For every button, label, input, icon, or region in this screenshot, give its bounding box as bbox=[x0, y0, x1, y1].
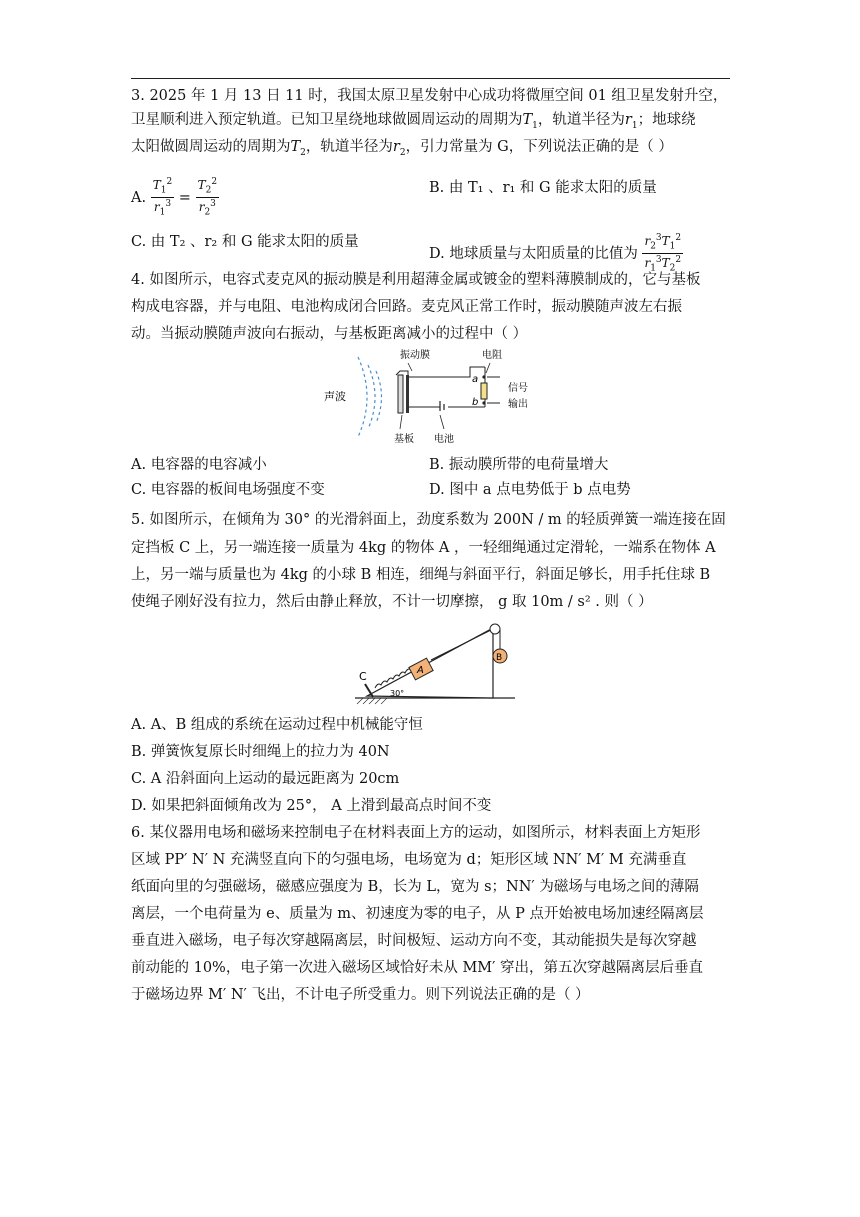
pulley bbox=[490, 624, 500, 634]
label-angle: 30° bbox=[390, 689, 405, 698]
header-rule bbox=[131, 78, 730, 79]
label-sound: 声波 bbox=[324, 390, 346, 403]
label-c: C bbox=[359, 670, 367, 683]
incline-figure bbox=[345, 618, 525, 706]
q5-option-d: D. 如果把斜面倾角改为 25°， A 上滑到最高点时间不变 bbox=[131, 798, 492, 814]
sound-wave-arcs bbox=[358, 357, 382, 437]
q3-option-b: B. 由 T₁ 、r₁ 和 G 能求太阳的质量 bbox=[429, 180, 657, 196]
q4-option-d: D. 图中 a 点电势低于 b 点电势 bbox=[429, 482, 631, 498]
q6-line1: 6. 某仪器用电场和磁场来控制电子在材料表面上方的运动，如图所示，材料表面上方矩形 bbox=[131, 825, 701, 841]
q4-line1: 4. 如图所示，电容式麦克风的振动膜是利用超薄金属或镀金的塑料薄膜制成的，它与基板 bbox=[131, 272, 701, 288]
label-membrane: 振动膜 bbox=[400, 350, 430, 361]
q6-line4: 离层，一个电荷量为 e、质量为 m、初速度为零的电子，从 P 点开始被电场加速经隔离层 bbox=[131, 906, 704, 922]
q5-option-c: C. A 沿斜面向上运动的最远距离为 20cm bbox=[131, 771, 400, 787]
label-b: B bbox=[496, 653, 503, 663]
label-plate: 基板 bbox=[394, 434, 414, 445]
plate bbox=[398, 375, 403, 413]
label-signal-1: 信号 bbox=[508, 383, 528, 394]
q6-line5: 垂直进入磁场，电子每次穿越隔离层，时间极短、运动方向不变，其动能损失是每次穿越 bbox=[131, 933, 697, 949]
membrane bbox=[406, 375, 409, 413]
q3-line2: 卫星顺利进入预定轨道。已知卫星绕地球做圆周运动的周期为$T_1$，轨道半径为$r_1$；地球绕 bbox=[131, 112, 696, 131]
q5-line2: 定挡板 C 上，另一端连接一质量为 4kg 的物体 A ，一轻细绳通过定滑轮，一端系在物体 A bbox=[131, 540, 716, 556]
label-a: a bbox=[472, 374, 479, 385]
q4-option-b: B. 振动膜所带的电荷量增大 bbox=[429, 457, 609, 473]
label-battery: 电池 bbox=[434, 434, 454, 445]
q5-line3: 上，另一端与质量也为 4kg 的小球 B 相连，细绳与斜面平行，斜面足够长，用手托住球 B bbox=[131, 567, 711, 583]
q4-option-c: C. 电容器的板间电场强度不变 bbox=[131, 482, 325, 498]
q6-line6: 前动能的 10%，电子第一次进入磁场区域恰好未从 MM′ 穿出，第五次穿越隔离层后垂直 bbox=[131, 960, 704, 976]
q3-option-c: C. 由 T₂ 、r₂ 和 G 能求太阳的质量 bbox=[131, 234, 359, 250]
q3-option-a: A. $\frac{T_1^2}{r_1^3}$ = $\frac{T_2^2}{r_2^3}$ bbox=[131, 177, 218, 218]
label-resistor: 电阻 bbox=[482, 350, 502, 361]
microphone-figure bbox=[320, 345, 550, 450]
q4-line2: 构成电容器，并与电阻、电池构成闭合回路。麦克风正常工作时，振动膜随声波左右振 bbox=[131, 299, 682, 315]
q5-option-a: A. A、B 组成的系统在运动过程中机械能守恒 bbox=[131, 717, 423, 733]
q3-line1: 3. 2025 年 1 月 13 日 11 时，我国太原卫星发射中心成功将微厘空间 01 组卫星发射升空， bbox=[131, 88, 728, 104]
q4-line3: 动。当振动膜随声波向右振动，与基板距离减小的过程中（ ） bbox=[131, 326, 528, 342]
label-b: b bbox=[472, 397, 479, 408]
q6-line2: 区域 PP′ N′ N 充满竖直向下的匀强电场，电场宽为 d；矩形区域 NN′ M′ M 充满垂直 bbox=[131, 852, 687, 868]
q3-option-d: D. 地球质量与太阳质量的比值为 $\frac{r_2^3T_1^2}{r_1^3T_2^2}$ bbox=[429, 233, 682, 274]
q3-line3: 太阳做圆周运动的周期为$T_2$，轨道半径为$r_2$，引力常量为 G，下列说法正确的是（ ） bbox=[131, 139, 673, 158]
label-signal-2: 输出 bbox=[508, 399, 528, 410]
resistor bbox=[481, 383, 487, 399]
q5-line1: 5. 如图所示，在倾角为 30° 的光滑斜面上，劲度系数为 200N / m 的轻质弹簧一端连接在固 bbox=[131, 512, 726, 528]
q5-line4: 使绳子刚好没有拉力，然后由静止释放，不计一切摩擦， g 取 10m / s² . 则（ ） bbox=[131, 594, 653, 610]
q6-line3: 纸面向里的匀强磁场，磁感应强度为 B，长为 L，宽为 s；NN′ 为磁场与电场之间的薄隔 bbox=[131, 879, 699, 895]
q6-line7: 于磁场边界 M′ N′ 飞出，不计电子所受重力。则下列说法正确的是（ ） bbox=[131, 987, 590, 1003]
q5-option-b: B. 弹簧恢复原长时细绳上的拉力为 40N bbox=[131, 744, 390, 760]
q4-option-a: A. 电容器的电容减小 bbox=[131, 457, 267, 473]
label-a: A bbox=[417, 665, 424, 676]
